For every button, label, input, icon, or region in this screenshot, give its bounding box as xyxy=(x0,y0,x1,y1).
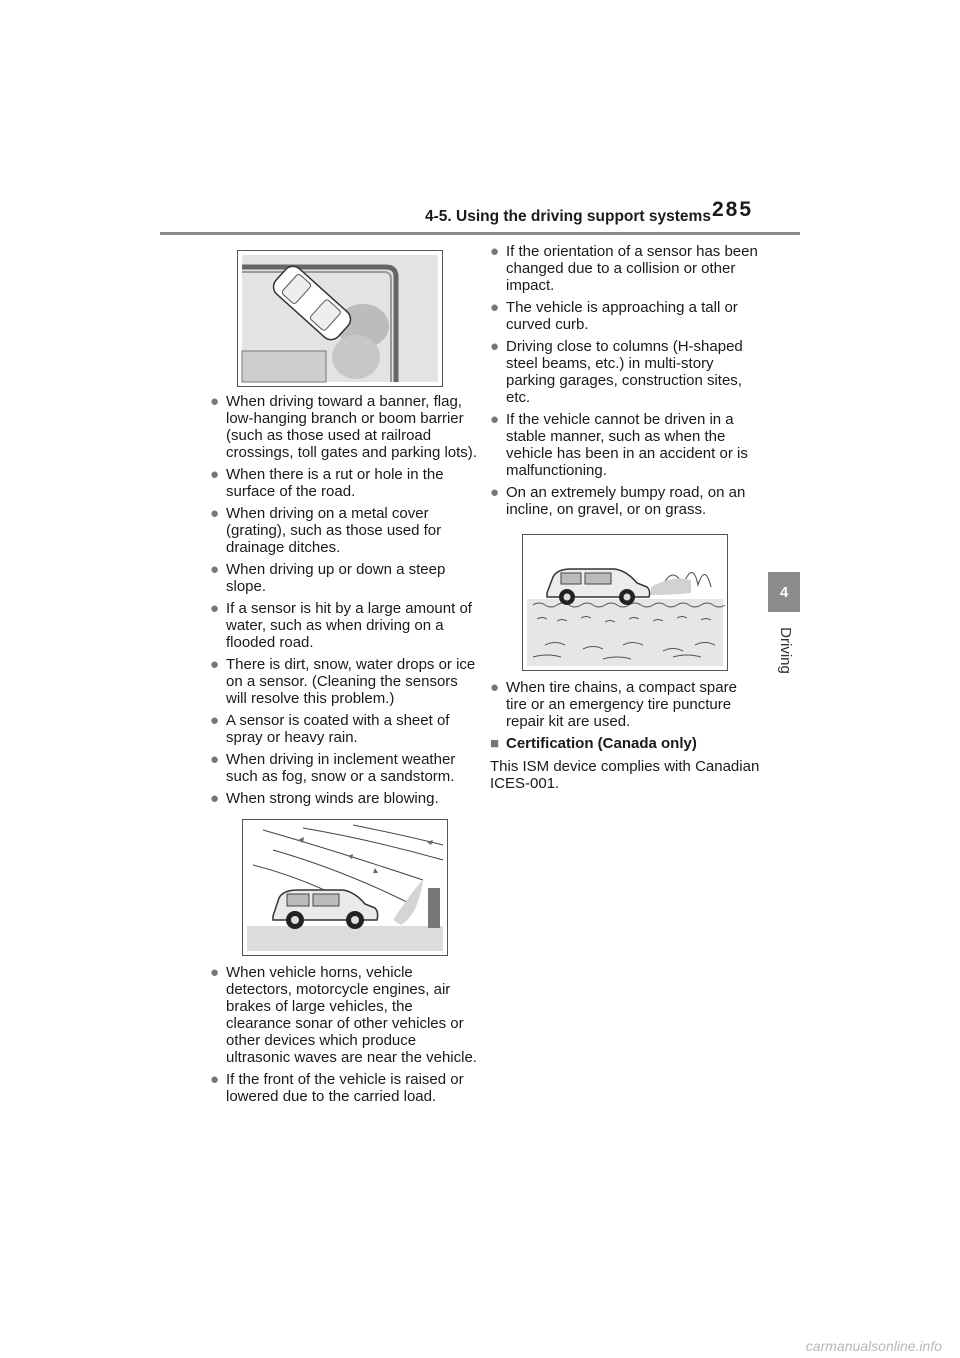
bullet-icon: ● xyxy=(210,656,220,673)
list-item: ● If the front of the vehicle is raised or lowered due to the carried load. xyxy=(210,1071,464,1105)
bullet-icon: ● xyxy=(490,338,500,355)
list-item: ● On an extremely bumpy road, on an incline, on gravel, or on grass. xyxy=(490,484,746,518)
bullet-icon: ● xyxy=(210,505,220,522)
list-item: ● The vehicle is approaching a tall or curved curb. xyxy=(490,299,738,333)
bullet-icon: ● xyxy=(490,484,500,501)
bullet-icon: ● xyxy=(210,751,220,768)
page-number: 285 xyxy=(712,198,754,221)
list-item: ● When driving up or down a steep slope. xyxy=(210,561,446,595)
bullet-icon: ● xyxy=(490,679,500,696)
left-column xyxy=(210,393,480,1110)
bullet-icon: ● xyxy=(210,466,220,483)
strong-wind-illustration xyxy=(243,820,447,955)
square-marker-icon: ■ xyxy=(490,735,500,752)
bullet-icon: ● xyxy=(210,712,220,729)
bullet-icon: ● xyxy=(490,411,500,428)
list-item: ● If the vehicle cannot be driven in a stable manner, such as when the vehicle has been in an accident or is malfunctioning. xyxy=(490,411,748,479)
list-item: ● When driving on a metal cover (grating), such as those used for drainage ditches. xyxy=(210,505,442,556)
list-item: ● When strong winds are blowing. xyxy=(210,790,439,807)
list-item: ● When vehicle horns, vehicle detectors, motorcycle engines, air brakes of large vehicles, the clearance sonar of other vehicles or other devices which produce ultrasonic waves are near the vehicle. xyxy=(210,964,477,1066)
figure-strong-wind xyxy=(242,819,448,956)
list-item: ● Driving close to columns (H-shaped steel beams, etc.) in multi-story parking garages, construction sites, etc. xyxy=(490,338,743,406)
bullet-icon: ● xyxy=(490,243,500,260)
watermark: carmanualsonline.info xyxy=(805,1338,942,1354)
right-column xyxy=(490,243,760,792)
list-item: ● There is dirt, snow, water drops or ice on a sensor. (Cleaning the sensors will resolve this problem.) xyxy=(210,656,476,707)
list-item: ● If the orientation of a sensor has been changed due to a collision or other impact. xyxy=(490,243,758,294)
figure-bumpy-road xyxy=(522,534,728,671)
section-heading: ■ Certification (Canada only) xyxy=(490,735,697,752)
bullet-icon: ● xyxy=(210,393,220,410)
bumpy-road-illustration xyxy=(523,535,727,670)
figure-corner-turn xyxy=(237,250,443,387)
bullet-icon: ● xyxy=(210,600,220,617)
bullet-icon: ● xyxy=(490,299,500,316)
header-divider xyxy=(160,232,800,235)
chapter-tab: 4 xyxy=(768,572,800,612)
corner-turn-illustration xyxy=(238,251,442,386)
bullet-icon: ● xyxy=(210,1071,220,1088)
chapter-label-text: Driving xyxy=(776,626,794,674)
list-item: ● A sensor is coated with a sheet of spray or heavy rain. xyxy=(210,712,450,746)
certification-paragraph: This ISM device complies with Canadian ICES-001. xyxy=(490,758,760,792)
bullet-icon: ● xyxy=(210,561,220,578)
list-item: ● When driving in inclement weather such as fog, snow or a sandstorm. xyxy=(210,751,456,785)
section-title: 4-5. Using the driving support systems xyxy=(425,208,711,225)
list-item: ● If a sensor is hit by a large amount of water, such as when driving on a flooded road. xyxy=(210,600,472,651)
bullet-icon: ● xyxy=(210,790,220,807)
list-item: ● When tire chains, a compact spare tire or an emergency tire puncture repair kit are used. xyxy=(490,679,737,730)
bullet-icon: ● xyxy=(210,964,220,981)
list-item: ● When driving toward a banner, flag, low-hanging branch or boom barrier (such as those used at railroad crossings, toll gates and parking lots). xyxy=(210,393,477,461)
list-item: ● When there is a rut or hole in the surface of the road. xyxy=(210,466,444,500)
chapter-label xyxy=(770,620,800,680)
